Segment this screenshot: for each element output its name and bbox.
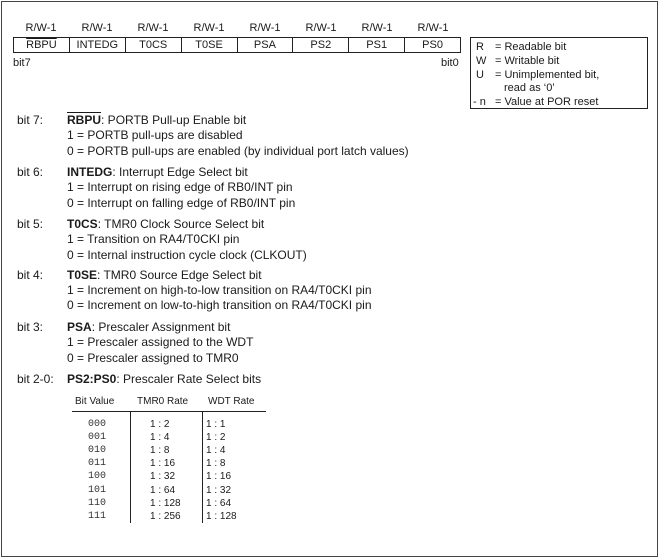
lsb-label: bit0 [441,57,459,69]
bit3-name: PSA [67,320,92,334]
bit7-line2: 0 = PORTB pull-ups are enabled (by individual port latch values) [67,144,409,158]
table-cell-bits: 111 [88,511,107,522]
table-cell-wdt: 1 : 2 [206,432,226,443]
table-cell-tmr0: 1 : 32 [150,471,176,482]
bit5-line1: 1 = Transition on RA4/T0CKI pin [67,232,240,246]
table-cell-tmr0: 1 : 256 [150,511,181,522]
access-label-bit0: R/W-1 [417,22,449,34]
table-column-divider-2 [202,411,203,523]
legend-u-key: U [476,69,484,81]
table-cell-bits: 101 [88,485,107,496]
bit7-label: bit 7: [17,113,44,127]
bit-cell-psa: PSA [238,38,294,52]
bit2-0-title-text: : Prescaler Rate Select bits [116,372,262,386]
bit-cell-ps0: PS0 [422,39,443,51]
table-cell-bits: 011 [88,458,107,469]
table-cell-tmr0: 1 : 16 [150,458,176,469]
legend-n-key: - n [473,96,486,108]
table-cell-bits: 001 [88,432,107,443]
access-label-bit6: R/W-1 [81,22,113,34]
bit2-0-name: PS2:PS0 [67,372,117,386]
legend-r-key: R [476,41,484,53]
table-cell-wdt: 1 : 1 [206,419,226,430]
bit3-title-text: : Prescaler Assignment bit [91,320,231,334]
bit5-label: bit 5: [17,217,44,231]
bit4-title [67,268,262,282]
access-label-bit5: R/W-1 [137,22,169,34]
table-cell-wdt: 1 : 32 [206,485,232,496]
table-header-tmr0-rate: TMR0 Rate [137,396,189,407]
bit2-0-title [67,372,261,386]
legend-w-text: = Writable bit [495,55,560,67]
bit3-label: bit 3: [17,320,44,334]
legend-r-text: = Readable bit [495,41,567,53]
access-label-bit3: R/W-1 [249,22,281,34]
table-cell-wdt: 1 : 4 [206,445,226,456]
access-label-bit2: R/W-1 [305,22,337,34]
bit4-title-text: : TMR0 Source Edge Select bit [97,268,262,282]
bit5-line2: 0 = Internal instruction cycle clock (CLKOUT) [67,248,307,262]
bit7-line1: 1 = PORTB pull-ups are disabled [67,128,243,142]
legend-u-text: = Unimplemented bit, [495,69,600,81]
table-cell-tmr0: 1 : 2 [150,419,170,430]
bit6-line1: 1 = Interrupt on rising edge of RB0/INT pin [67,180,293,194]
table-cell-tmr0: 1 : 4 [150,432,170,443]
bit5-title [67,217,264,231]
bit4-line2: 0 = Increment on low-to-high transition on RA4/T0CKI pin [67,298,372,312]
bit2-0-label: bit 2-0: [17,372,54,386]
access-label-bit7: R/W-1 [25,22,57,34]
bit4-label: bit 4: [17,268,44,282]
bit5-name: T0CS [67,217,98,231]
bit7-title-text: : PORTB Pull-up Enable bit [101,113,247,127]
table-cell-bits: 010 [88,445,107,456]
bit-cell-t0cs: T0CS [126,38,182,52]
table-header-rule [72,411,266,412]
legend-u-text2: read as ‘0’ [504,82,555,94]
table-header-bit-value: Bit Value [75,396,115,407]
table-cell-tmr0: 1 : 128 [150,498,181,509]
table-cell-wdt: 1 : 16 [206,471,232,482]
bit-cell-ps2: PS2 [293,38,349,52]
bit7-name: RBPU [67,113,102,127]
bit-cell-t0se: T0SE [182,38,238,52]
bit-cell-rbpu: RBPU [14,38,70,52]
bit3-line1: 1 = Prescaler assigned to the WDT [67,335,254,349]
msb-label: bit7 [13,57,31,69]
table-cell-bits: 110 [88,498,107,509]
bit7-title [67,113,246,127]
legend-box [470,37,648,109]
bit6-line2: 0 = Interrupt on falling edge of RB0/INT pin [67,196,296,210]
bit6-title [67,165,248,179]
bit3-title [67,320,230,334]
legend-w-key: W [476,55,487,67]
access-label-bit4: R/W-1 [193,22,225,34]
legend-n-text: = Value at POR reset [495,96,599,108]
table-header-wdt-rate: WDT Rate [208,396,255,407]
bit4-name: T0SE [67,268,98,282]
access-label-bit1: R/W-1 [361,22,393,34]
bit-cell-ps1: PS1 [349,38,405,52]
bit6-title-text: : Interrupt Edge Select bit [112,165,248,179]
table-cell-wdt: 1 : 64 [206,498,232,509]
bit6-name: INTEDG [67,165,113,179]
bit3-line2: 0 = Prescaler assigned to TMR0 [67,351,239,365]
table-cell-wdt: 1 : 128 [206,511,237,522]
bit4-line1: 1 = Increment on high-to-low transition on RA4/T0CKI pin [67,283,372,297]
table-cell-wdt: 1 : 8 [206,458,226,469]
table-cell-bits: 100 [88,471,107,482]
table-cell-bits: 000 [88,419,107,430]
bit5-title-text: : TMR0 Clock Source Select bit [97,217,265,231]
table-cell-tmr0: 1 : 64 [150,485,176,496]
table-cell-tmr0: 1 : 8 [150,445,170,456]
table-column-divider-1 [130,411,131,523]
bit-cell-intedg: INTEDG [70,38,126,52]
register-bit-bar [13,37,461,53]
bit6-label: bit 6: [17,165,44,179]
